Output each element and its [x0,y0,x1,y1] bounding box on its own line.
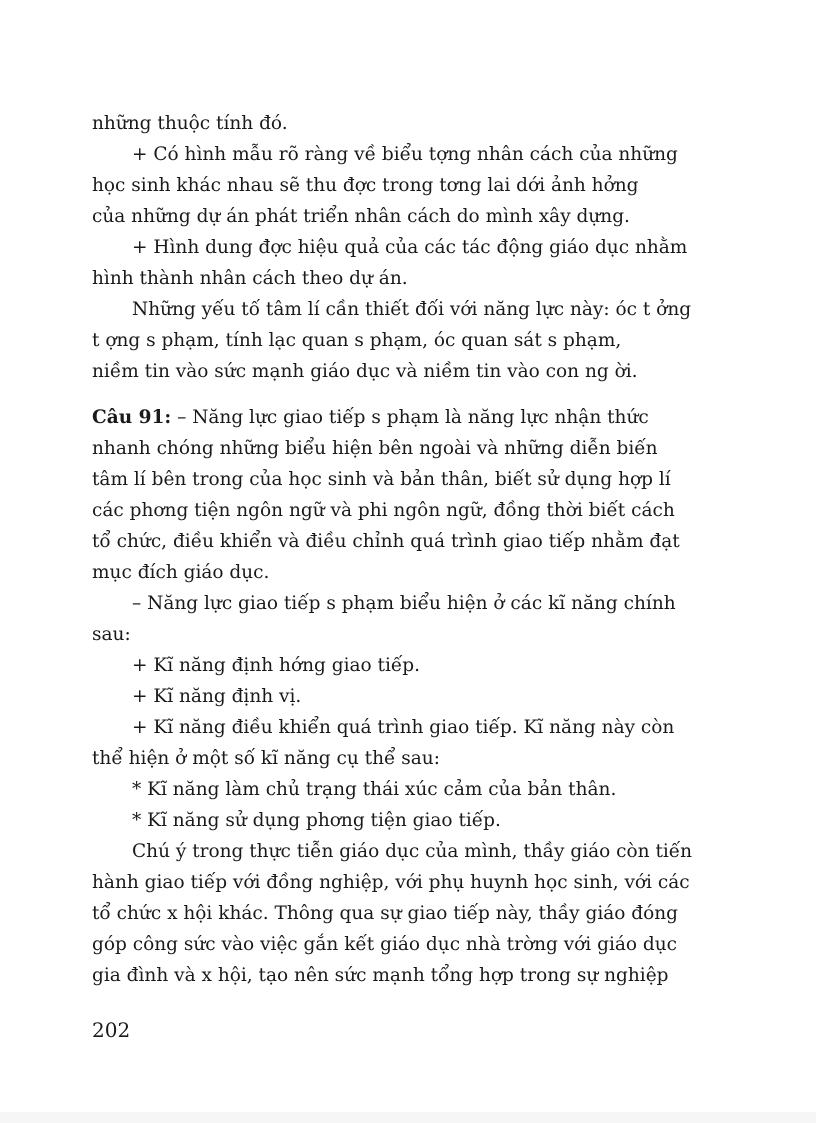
text-line: mục đích giáo dục. [92,562,270,583]
text-line: học sinh khác nhau sẽ thu đợc trong tơng lai dới ảnh hởng [92,175,639,196]
text-line: hình thành nhân cách theo dự án. [92,268,408,289]
list-item: + Kĩ năng định vị. [132,686,302,707]
text-line: hành giao tiếp với đồng nghiệp, với phụ huynh học sinh, với các [92,872,690,893]
text-line: thể hiện ở một số kĩ năng cụ thể sau: [92,748,440,769]
list-item: + Kĩ năng điều khiển quá trình giao tiếp. Kĩ năng này còn [132,717,675,738]
text-line: tâm lí bên trong của học sinh và bản thân, biết sử dụng hợp lí [92,469,671,490]
question-91-line [92,402,724,433]
text-line: các phơng tiện ngôn ngữ và phi ngôn ngữ, đồng thời biết cách [92,500,675,521]
list-item: + Kĩ năng định hớng giao tiếp. [132,655,421,676]
text-line: gia đình và x hội, tạo nên sức mạnh tổng hợp trong sự nghiệp [92,965,669,986]
list-item: * Kĩ năng làm chủ trạng thái xúc cảm của bản thân. [132,779,617,800]
page-body [92,108,724,991]
text-line: của những dự án phát triển nhân cách do mình xây dựng. [92,206,630,227]
question-text: – Năng lực giao tiếp s phạm là năng lực nhận thức [171,407,649,428]
scan-edge [0,1112,816,1123]
text-line: Những yếu tố tâm lí cần thiết đối với năng lực này: óc t ởng [132,299,692,320]
text-line: những thuộc tính đó. [92,113,288,134]
text-line: tổ chức, điều khiển và điều chỉnh quá trình giao tiếp nhằm đạt [92,531,680,552]
text-line: + Có hình mẫu rõ ràng về biểu tợng nhân cách của những [132,144,678,165]
text-line: t ợng s phạm, tính lạc quan s phạm, óc quan sát s phạm, [92,330,622,351]
text-line: tổ chức x hội khác. Thông qua sự giao tiếp này, thầy giáo đóng [92,903,679,924]
list-item: * Kĩ năng sử dụng phơng tiện giao tiếp. [132,810,501,831]
page-number: 202 [92,1018,131,1042]
text-line: sau: [92,624,131,645]
question-label: Câu 91: [92,407,172,428]
text-line: nhanh chóng những biểu hiện bên ngoài và những diễn biến [92,438,658,459]
text-line: góp công sức vào việc gắn kết giáo dục nhà trờng với giáo dục [92,934,678,955]
text-line: + Hình dung đợc hiệu quả của các tác động giáo dục nhằm [132,237,688,258]
text-line: – Năng lực giao tiếp s phạm biểu hiện ở các kĩ năng chính [132,593,676,614]
text-line: niềm tin vào sức mạnh giáo dục và niềm tin vào con ng ời. [92,361,638,382]
text-line: Chú ý trong thực tiễn giáo dục của mình, thầy giáo còn tiến [132,841,693,862]
